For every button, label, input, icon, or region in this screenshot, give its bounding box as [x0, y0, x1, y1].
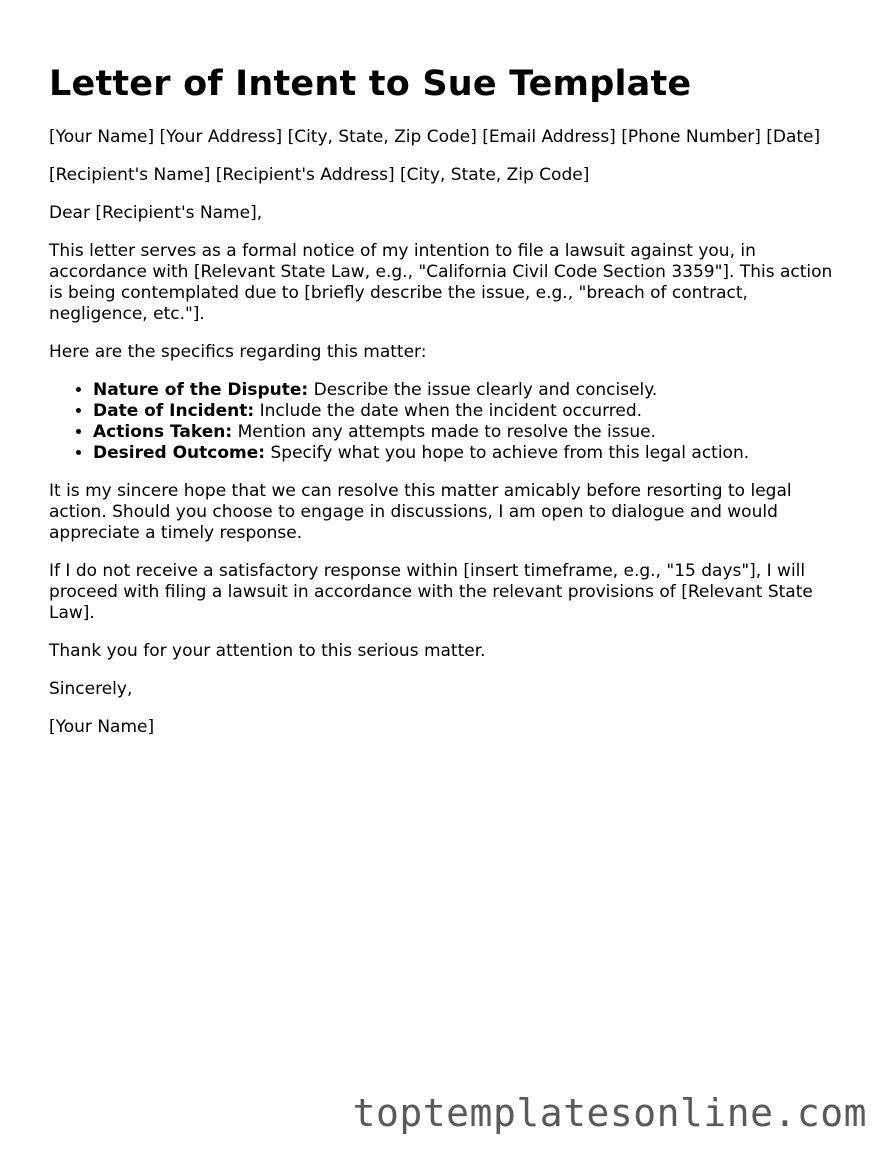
list-item [93, 443, 849, 464]
list-item [93, 401, 849, 422]
list-item-label: Date of Incident: [93, 401, 255, 421]
letter-page [49, 62, 849, 755]
thanks-paragraph: Thank you for your attention to this serious matter. [49, 641, 486, 661]
list-item [93, 380, 849, 401]
list-item-label: Desired Outcome: [93, 443, 266, 463]
recipient-block: [Recipient's Name] [Recipient's Address] [City, State, Zip Code] [49, 165, 590, 185]
intro-paragraph: This letter serves as a formal notice of my intention to file a lawsuit against you, in accordance with [Relevant State Law, e.g., "California Civil Code Section 3359"]. This action is being contemplated due to [briefly describe the issue, e.g., "breach of contract, negligence, etc."]. [49, 241, 833, 324]
salutation: Dear [Recipient's Name], [49, 203, 263, 223]
specifics-list [49, 380, 849, 464]
hope-paragraph: It is my sincere hope that we can resolve this matter amicably before resorting to legal action. Should you choose to engage in discussions, I am open to dialogue and would appreciate a timely response. [49, 481, 792, 543]
deadline-paragraph: If I do not receive a satisfactory response within [insert timeframe, e.g., "15 days"], I will proceed with filing a lawsuit in accordance with the relevant provisions of [Relevant State Law]. [49, 561, 813, 623]
list-item-text: Mention any attempts made to resolve the issue. [232, 422, 657, 442]
list-item-text: Describe the issue clearly and concisely. [308, 380, 658, 400]
list-item-text: Include the date when the incident occurred. [254, 401, 643, 421]
specifics-intro: Here are the specifics regarding this matter: [49, 342, 427, 362]
list-item-label: Actions Taken: [93, 422, 233, 442]
list-item-text: Specify what you hope to achieve from this legal action. [265, 443, 750, 463]
watermark-text: toptemplatesonline.com [352, 1091, 867, 1135]
document-title: Letter of Intent to Sue Template [49, 64, 692, 104]
signature: [Your Name] [49, 717, 155, 737]
sender-block: [Your Name] [Your Address] [City, State, Zip Code] [Email Address] [Phone Number] [Date] [49, 127, 821, 147]
list-item [93, 422, 849, 443]
closing: Sincerely, [49, 679, 133, 699]
list-item-label: Nature of the Dispute: [93, 380, 309, 400]
